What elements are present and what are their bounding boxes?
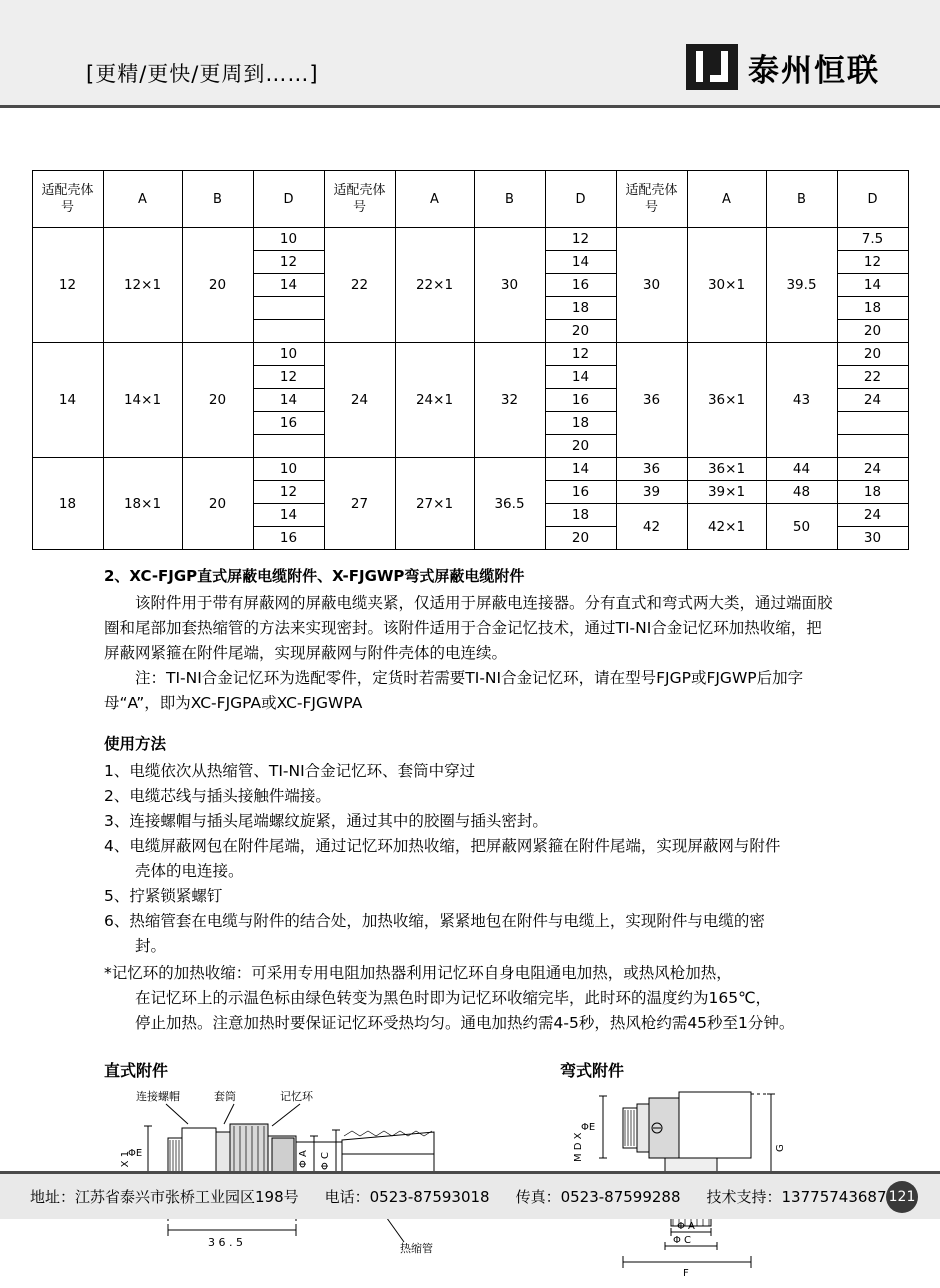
col-header-d-3: D (837, 171, 908, 228)
cell-d-18-3: 16 (253, 527, 324, 550)
section-paragraph-2: 注：TI-NI合金记忆环为选配零件，定货时若需要TI-NI合金记忆环，请在型号FJGP或FJGWP后加字母“A”，即为XC-FJGPA或XC-FJGWPA (104, 669, 804, 712)
cell-d-14-4 (253, 435, 324, 458)
cell-b-24: 32 (474, 343, 545, 458)
callout-memory-ring: 记忆环 (280, 1090, 313, 1103)
cell-d-12-2: 14 (253, 274, 324, 297)
footer-address: 地址：江苏省泰兴市张桥工业园区198号 (30, 1188, 299, 1206)
usage-title: 使用方法 (104, 735, 167, 753)
page-footer (0, 1171, 940, 1219)
callout-sleeve: 套筒 (214, 1090, 236, 1103)
callout-heat-shrink: 热缩管 (400, 1242, 433, 1255)
dim-phi-c-right: Φ C (673, 1235, 692, 1246)
cell-a-27: 27×1 (395, 458, 474, 550)
cell-a-22: 22×1 (395, 228, 474, 343)
dim-length: 3 6 . 5 (208, 1236, 243, 1249)
table-row (32, 458, 908, 481)
col-header-d-2: D (545, 171, 616, 228)
cell-d-36-3 (837, 412, 908, 435)
col-header-b-1: B (182, 171, 253, 228)
col-header-d-1: D (253, 171, 324, 228)
page-header (0, 0, 940, 108)
cell-b-42: 50 (766, 504, 837, 550)
cell-d-24-1: 14 (545, 366, 616, 389)
cell-d-22-4: 20 (545, 320, 616, 343)
cell-d-14-2: 14 (253, 389, 324, 412)
usage-item-6-cont: 封。 (135, 937, 167, 955)
usage-item-6 (104, 909, 836, 959)
section-paragraph-1: 该附件用于带有屏蔽网的屏蔽电缆夹紧，仅适用于屏蔽电连接器。分有直式和弯式两大类，通过端面胶圈和尾部加套热缩管的方法来实现密封。该附件适用于合金记忆技术，通过TI-NI合金记忆环加热收缩，把屏蔽网紧箍在附件尾端，实现屏蔽网与附件壳体的电连续。 (104, 594, 833, 662)
cell-shell-30: 30 (616, 228, 687, 343)
cell-d-24-2: 16 (545, 389, 616, 412)
usage-item-5: 5、拧紧锁紧螺钉 (104, 887, 223, 905)
usage-item-6-text: 6、热缩管套在电缆与附件的结合处，加热收缩，紧紧地包在附件与电缆上，实现附件与电缆的密 (104, 912, 765, 930)
cell-shell-42: 42 (616, 504, 687, 550)
cell-b-36: 43 (766, 343, 837, 458)
cell-d-18-1: 12 (253, 481, 324, 504)
cell-shell-36b: 36 (616, 458, 687, 481)
cell-b-36b: 44 (766, 458, 837, 481)
cell-b-27: 36.5 (474, 458, 545, 550)
cell-d-18-2: 14 (253, 504, 324, 527)
cell-a-12: 12×1 (103, 228, 182, 343)
usage-item-4-text: 4、电缆屏蔽网包在附件尾端，通过记忆环加热收缩，把屏蔽网紧箍在附件尾端，实现屏蔽网与附件 (104, 837, 781, 855)
col-header-b-3: B (766, 171, 837, 228)
note-line-2: 在记忆环上的示温色标由绿色转变为黑色时即为记忆环收缩完毕，此时环的温度约为165℃， (135, 989, 771, 1007)
cell-shell-27: 27 (324, 458, 395, 550)
dim-mdx-right: M D X (573, 1132, 584, 1162)
col-header-shell-2: 适配壳体号 (324, 171, 395, 228)
dim-phi-e-right: ΦE (581, 1122, 596, 1133)
figure-right-label: 弯式附件 (560, 1061, 625, 1080)
brand-name: 泰州恒联 (748, 52, 880, 89)
col-header-a-2: A (395, 171, 474, 228)
cell-shell-36: 36 (616, 343, 687, 458)
dim-phi-c: Φ C (320, 1151, 331, 1170)
cell-d-27-1: 16 (545, 481, 616, 504)
cell-a-30: 30×1 (687, 228, 766, 343)
page-content (0, 170, 940, 1288)
col-header-b-2: B (474, 171, 545, 228)
cell-b-30: 39.5 (766, 228, 837, 343)
header-slogan: [更精/更快/更周到……] (86, 62, 319, 86)
col-header-shell-1: 适配壳体号 (32, 171, 103, 228)
cell-d-30-2: 14 (837, 274, 908, 297)
cell-b-39: 48 (766, 481, 837, 504)
cell-d-18-0: 10 (253, 458, 324, 481)
usage-item-4-cont: 壳体的电连接。 (135, 862, 244, 880)
dim-phi-e: ΦE (128, 1148, 143, 1159)
cell-shell-18: 18 (32, 458, 103, 550)
cell-d-12-0: 10 (253, 228, 324, 251)
cell-d-22-0: 12 (545, 228, 616, 251)
footer-phone: 电话：0523-87593018 (324, 1188, 490, 1206)
cell-d-30-1: 12 (837, 251, 908, 274)
dim-f: F (683, 1268, 689, 1279)
cell-d-36-1: 22 (837, 366, 908, 389)
cell-a-39: 39×1 (687, 481, 766, 504)
cell-d-42: 24 (837, 504, 908, 527)
cell-b-12: 20 (182, 228, 253, 343)
cell-d-30-3: 18 (837, 297, 908, 320)
col-header-shell-3: 适配壳体号 (616, 171, 687, 228)
spec-table-wrapper (0, 170, 940, 550)
dim-phi-a-right: Φ A (677, 1221, 695, 1232)
cell-d-24-4: 20 (545, 435, 616, 458)
cell-d-14-3: 16 (253, 412, 324, 435)
footer-support: 技术支持：13775743687 (706, 1188, 887, 1206)
cell-b-18: 20 (182, 458, 253, 550)
note-line-3: 停止加热。注意加热时要保证记忆环受热均匀。通电加热约需4-5秒，热风枪约需45秒至1分钟。 (135, 1014, 795, 1032)
lh-logo-icon (686, 44, 738, 90)
footer-fax: 传真：0523-87599288 (515, 1188, 681, 1206)
table-row (32, 228, 908, 251)
section-title: 2、XC-FJGP直式屏蔽电缆附件、X-FJGWP弯式屏蔽电缆附件 (104, 567, 525, 585)
cell-a-36: 36×1 (687, 343, 766, 458)
note-line-1: *记忆环的加热收缩：可采用专用电阻加热器利用记忆环自身电阻通电加热，或热风枪加热， (104, 964, 732, 982)
cell-d-36b: 24 (837, 458, 908, 481)
footer-inner (0, 1174, 940, 1219)
cell-b-14: 20 (182, 343, 253, 458)
cell-d-14-1: 12 (253, 366, 324, 389)
cell-shell-12: 12 (32, 228, 103, 343)
cell-d-27-0: 14 (545, 458, 616, 481)
cell-d-27-2: 18 (545, 504, 616, 527)
cell-d-30-4: 20 (837, 320, 908, 343)
cell-d-24-0: 12 (545, 343, 616, 366)
usage-item-3: 3、连接螺帽与插头尾端螺纹旋紧，通过其中的胶圈与插头密封。 (104, 812, 548, 830)
usage-item-1: 1、电缆依次从热缩管、TI-NI合金记忆环、套筒中穿过 (104, 762, 476, 780)
cell-shell-24: 24 (324, 343, 395, 458)
brand-block (686, 44, 880, 90)
spec-table (32, 170, 909, 550)
table-row (32, 343, 908, 366)
cell-a-36b: 36×1 (687, 458, 766, 481)
cell-d-36-2: 24 (837, 389, 908, 412)
cell-a-14: 14×1 (103, 343, 182, 458)
cell-d-30-0: 7.5 (837, 228, 908, 251)
cell-d-39: 18 (837, 481, 908, 504)
figure-left-label: 直式附件 (104, 1061, 169, 1080)
cell-b-22: 30 (474, 228, 545, 343)
callout-connect-nut: 连接螺帽 (136, 1090, 180, 1103)
cell-shell-22: 22 (324, 228, 395, 343)
cell-d-12-1: 12 (253, 251, 324, 274)
cell-d-42b: 30 (837, 527, 908, 550)
cell-a-18: 18×1 (103, 458, 182, 550)
dim-g: G (775, 1144, 786, 1152)
cell-shell-39: 39 (616, 481, 687, 504)
cell-d-22-1: 14 (545, 251, 616, 274)
cell-d-22-3: 18 (545, 297, 616, 320)
cell-d-36b-4 (837, 435, 908, 458)
usage-item-4 (104, 834, 836, 884)
table-header-row (32, 171, 908, 228)
cell-d-36-0: 20 (837, 343, 908, 366)
usage-item-2: 2、电缆芯线与插头接触件端接。 (104, 787, 331, 805)
cell-d-14-0: 10 (253, 343, 324, 366)
cell-d-12-3 (253, 297, 324, 320)
cell-a-42: 42×1 (687, 504, 766, 550)
cell-d-22-2: 16 (545, 274, 616, 297)
cell-d-24-3: 18 (545, 412, 616, 435)
dim-phi-a: Φ A (298, 1150, 309, 1168)
cell-d-12-4 (253, 320, 324, 343)
cell-shell-14: 14 (32, 343, 103, 458)
col-header-a-3: A (687, 171, 766, 228)
page-number-badge: 121 (886, 1181, 918, 1213)
cell-a-24: 24×1 (395, 343, 474, 458)
col-header-a-1: A (103, 171, 182, 228)
body-text-block (0, 564, 940, 1036)
memory-ring-note (104, 961, 836, 1036)
cell-d-27-3: 20 (545, 527, 616, 550)
